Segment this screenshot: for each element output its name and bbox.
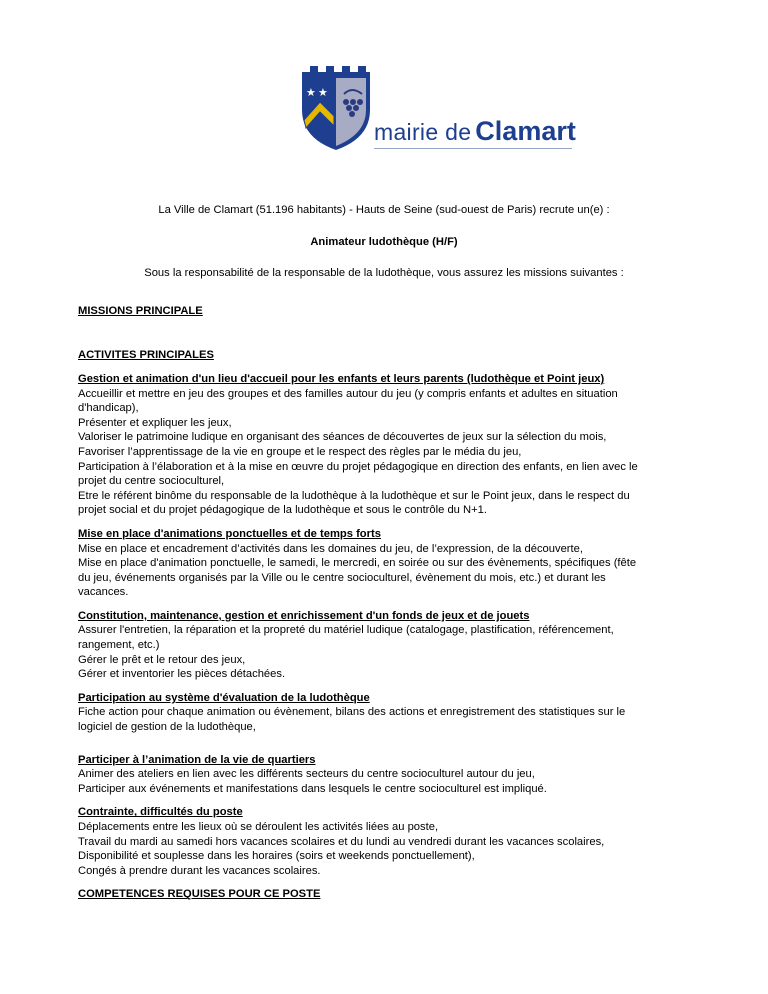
section-line: vacances. <box>78 586 129 599</box>
section-animations-ponctuelles <box>78 527 690 600</box>
section-line: Travail du mardi au samedi hors vacances scolaires et du lundi au vendredi durant les vacances scolaires, <box>78 835 605 848</box>
section-line: Favoriser l’apprentissage de la vie en groupe et le respect des règles par le média du jeu, <box>78 445 522 458</box>
section-title: Contrainte, difficultés du poste <box>78 806 243 819</box>
section-line: projet du centre socioculturel, <box>78 475 225 488</box>
section-line: Gérer le prêt et le retour des jeux, <box>78 653 246 666</box>
section-line: Fiche action pour chaque animation ou évènement, bilans des actions et enregistrement des statistiques sur le <box>78 706 626 719</box>
svg-text:★: ★ <box>318 86 328 99</box>
missions-heading: MISSIONS PRINCIPALE <box>78 304 203 317</box>
section-line: Disponibilité et souplesse dans les horaires (soirs et weekends ponctuellement), <box>78 850 475 863</box>
clamart-coat-of-arms-icon <box>296 66 376 152</box>
lead-text: Sous la responsabilité de la responsable de la ludothèque, vous assurez les missions suivantes : <box>144 267 624 280</box>
competences-heading: COMPETENCES REQUISES POUR CE POSTE <box>78 888 321 901</box>
mairie-logo <box>296 66 576 152</box>
section-line: Accueillir et mettre en jeu des groupes et des familles autour du jeu (y compris enfants et adultes en situation <box>78 387 618 400</box>
svg-text:★: ★ <box>306 86 316 99</box>
section-vie-de-quartiers <box>78 753 690 797</box>
section-line: Participation à l’élaboration et à la mise en œuvre du projet pédagogique en direction des enfants, en lien avec le <box>78 460 638 473</box>
section-line: Mise en place et encadrement d’activités dans les domaines du jeu, de l’expression, de la découverte, <box>78 542 583 555</box>
section-line: logiciel de gestion de la ludothèque, <box>78 721 256 734</box>
logo-underline <box>374 148 572 149</box>
section-title: Mise en place d'animations ponctuelles et de temps forts <box>78 527 381 540</box>
section-contraintes <box>78 805 690 878</box>
section-line: rangement, etc.) <box>78 639 160 652</box>
section-line: d'handicap), <box>78 402 139 415</box>
section-line: Animer des ateliers en lien avec les différents secteurs du centre socioculturel autour du jeu, <box>78 768 535 781</box>
section-line: Déplacements entre les lieux où se déroulent les activités liées au poste, <box>78 821 439 833</box>
activities-heading: ACTIVITES PRINCIPALES <box>78 349 214 362</box>
section-gestion-animation <box>78 372 690 518</box>
section-title: Constitution, maintenance, gestion et enrichissement d'un fonds de jeux et de jouets <box>78 609 530 622</box>
section-line: Etre le référent binôme du responsable de la ludothèque à la ludothèque et sur le Point jeux, dans le respect du <box>78 489 630 502</box>
section-title: Participer à l’animation de la vie de quartiers <box>78 753 316 766</box>
section-line: du jeu, événements organisés par la Ville ou le centre socioculturel, évènement du mois, etc.) et durant les <box>78 571 606 584</box>
logo-wordmark <box>374 116 576 147</box>
section-line: projet social et du projet pédagogique de la ludothèque et sous le contrôle du N+1. <box>78 504 487 517</box>
section-title: Participation au système d'évaluation de la ludothèque <box>78 691 370 704</box>
job-offer-document <box>78 196 690 902</box>
logo-text-mairie: mairie de <box>374 119 472 145</box>
section-line: Gérer et inventorier les pièces détachées. <box>78 668 286 681</box>
section-line: Mise en place d'animation ponctuelle, le samedi, le mercredi, en soirée ou sur des évènements, spécifiques (fête <box>78 557 637 570</box>
section-line: Assurer l'entretien, la réparation et la propreté du matériel ludique (catalogage, plastification, référencement, <box>78 624 614 637</box>
section-title: Gestion et animation d'un lieu d'accueil pour les enfants et leurs parents (ludothèque et Point jeux) <box>78 372 605 385</box>
section-line: Présenter et expliquer les jeux, <box>78 416 232 429</box>
job-title: Animateur ludothèque (H/F) <box>310 235 458 248</box>
intro-text: La Ville de Clamart (51.196 habitants) - Hauts de Seine (sud-ouest de Paris) recrute un(e) : <box>158 204 610 216</box>
section-fonds-de-jeux <box>78 609 690 682</box>
section-line: Valoriser le patrimoine ludique en organisant des séances de découvertes de jeux sur la sélection du mois, <box>78 431 607 444</box>
section-line: Congés à prendre durant les vacances scolaires. <box>78 864 321 877</box>
logo-text-clamart: Clamart <box>475 116 576 146</box>
section-evaluation <box>78 691 690 735</box>
section-line: Participer aux événements et manifestations dans lesquels le centre socioculturel est impliqué. <box>78 782 547 795</box>
